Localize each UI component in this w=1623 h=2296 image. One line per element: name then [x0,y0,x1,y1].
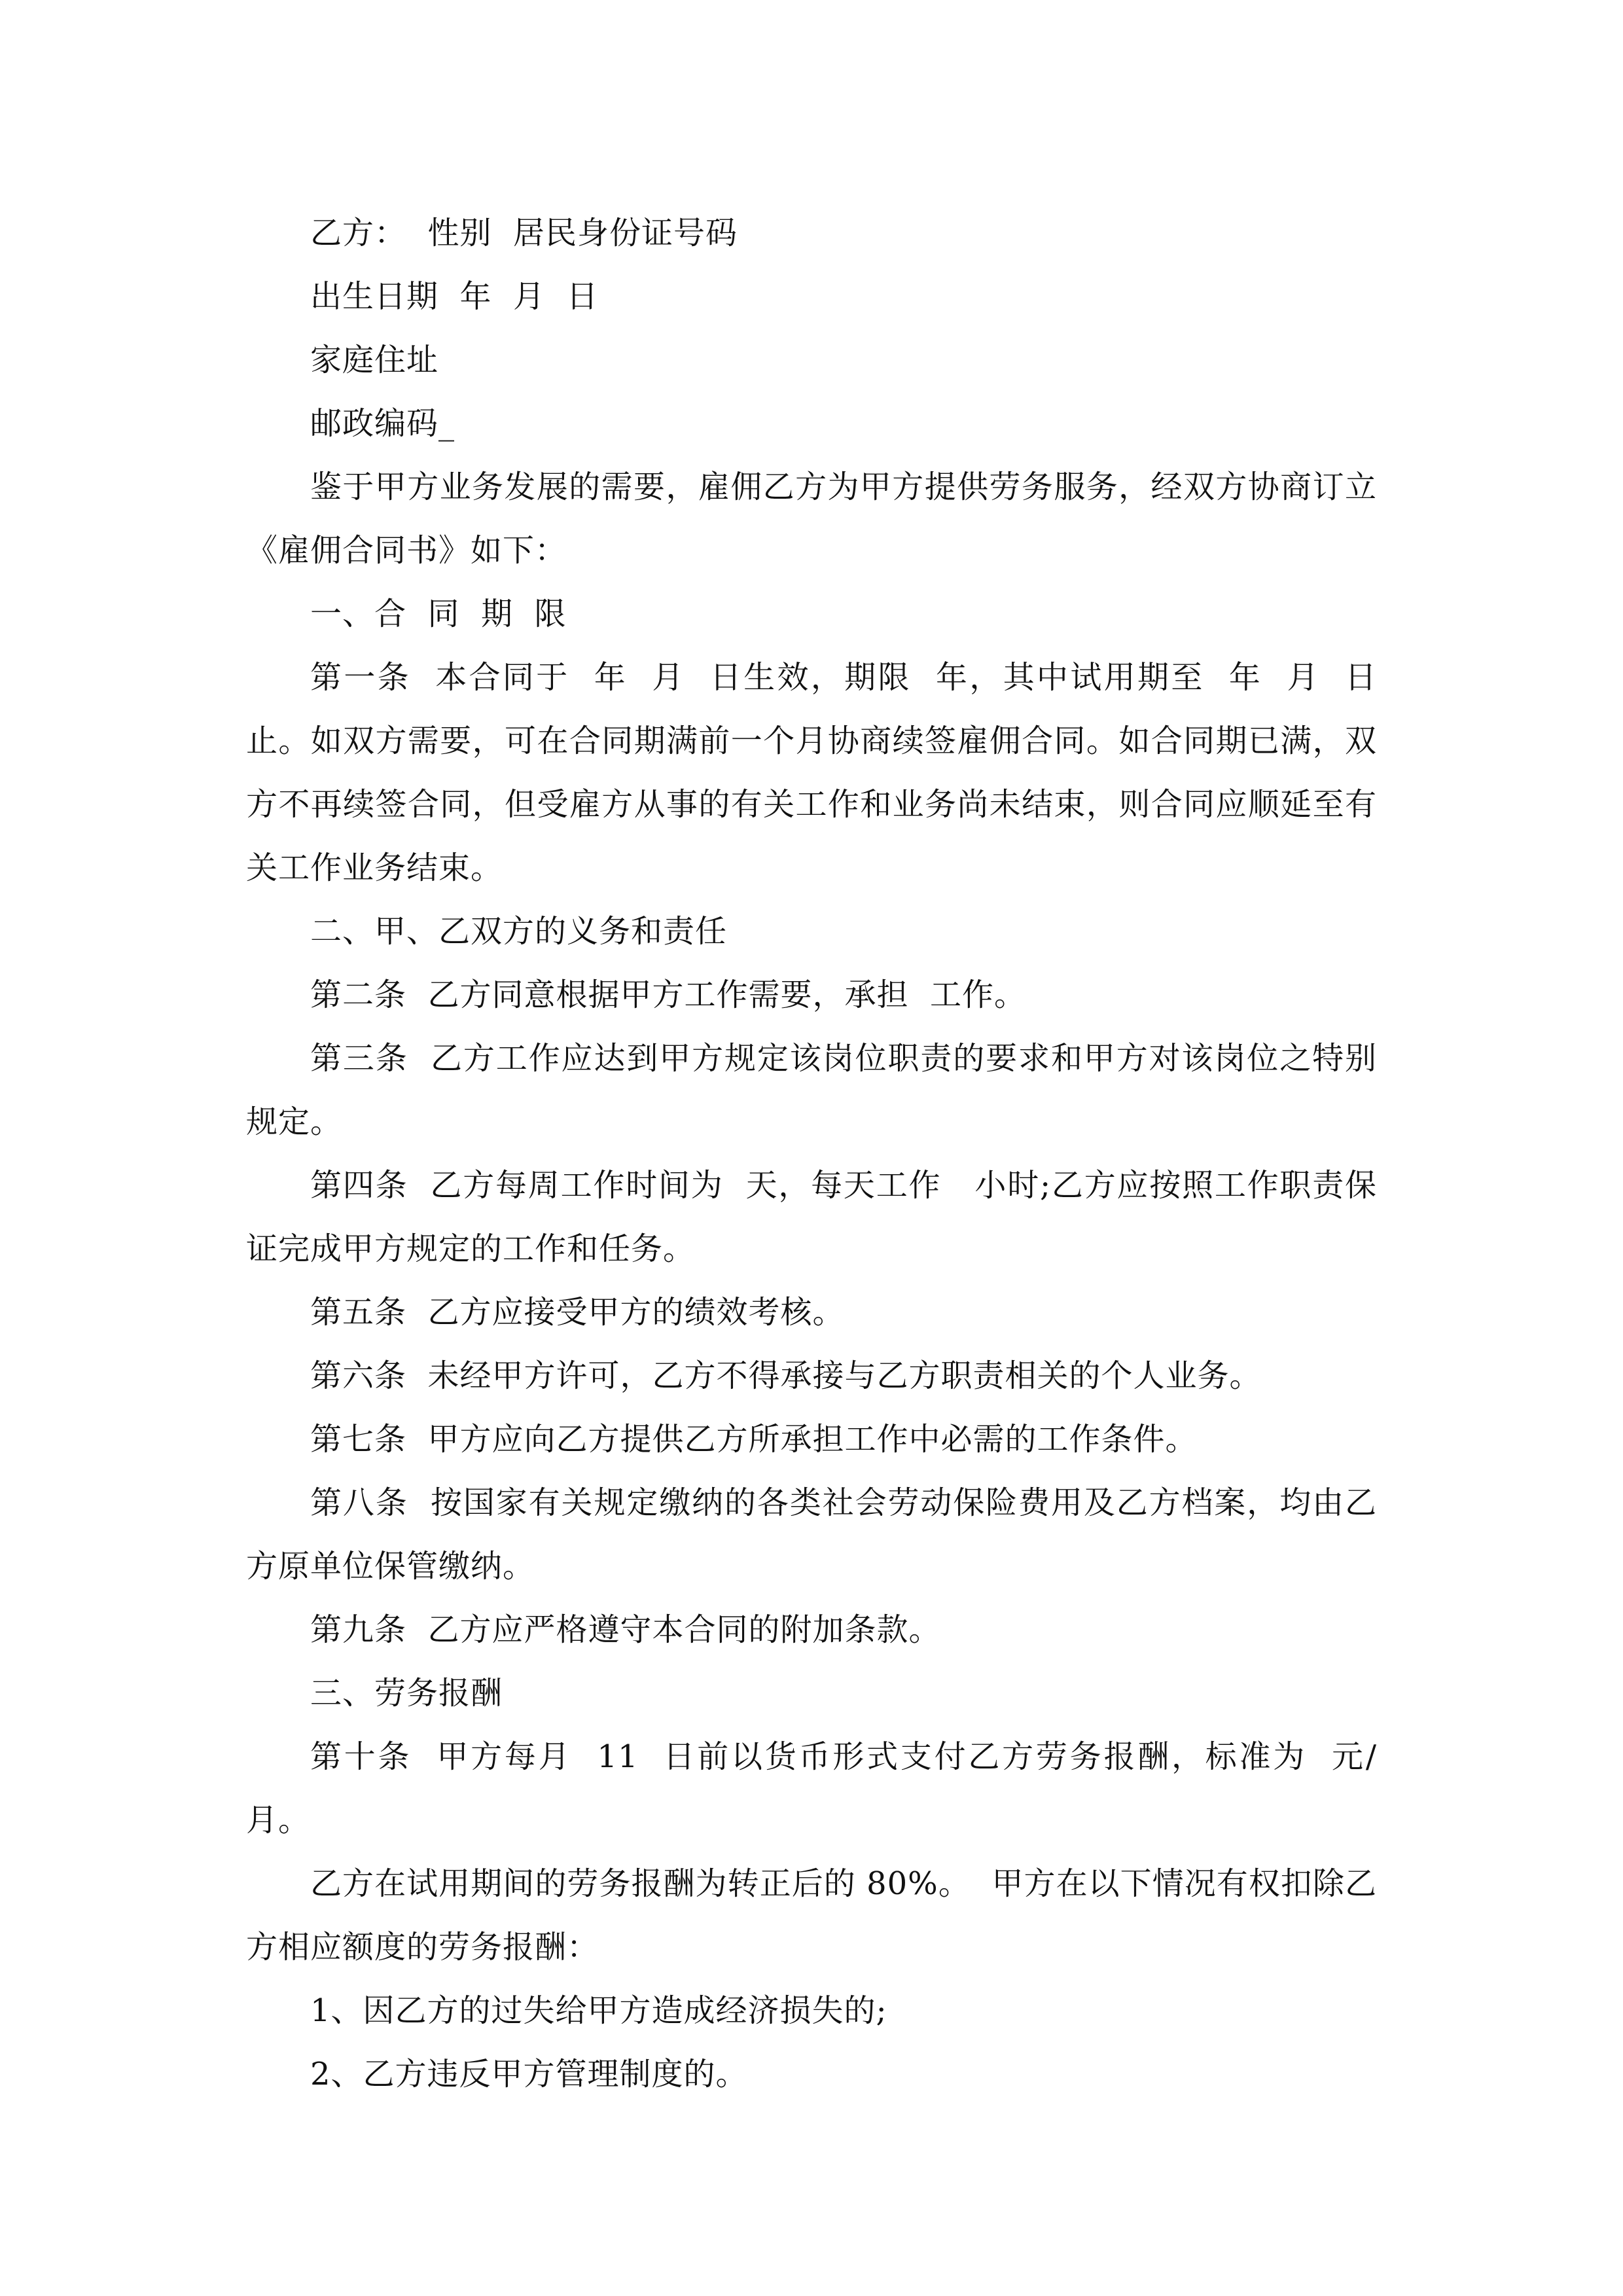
postal-code-line: 邮政编码_ [310,405,455,442]
section-heading-remuneration: 三、劳务报酬 [310,1675,503,1712]
deduction-item-2: 2、乙方违反甲方管理制度的。 [310,2056,748,2092]
article-7-paragraph: 第七条 甲方应向乙方提供乙方所承担工作中必需的工作条件。 [310,1421,1198,1458]
article-6-paragraph: 第六条 未经甲方许可，乙方不得承接与乙方职责相关的个人业务。 [310,1357,1262,1394]
preamble-paragraph: 鉴于甲方业务发展的需要，雇佣乙方为甲方提供劳务服务，经双方协商订立《雇佣合同书》如下： [246,469,1377,569]
party-b-line: 乙方： 性别 居民身份证号码 [310,215,738,251]
article-5-paragraph: 第五条 乙方应接受甲方的绩效考核。 [310,1294,845,1331]
article-2-paragraph: 第二条 乙方同意根据甲方工作需要，承担 工作。 [310,977,1027,1013]
section-heading-term: 一、合 同 期 限 [310,596,567,632]
birth-date-line: 出生日期 年 月 日 [310,278,599,315]
home-address-line: 家庭住址 [310,342,439,378]
probation-pay-paragraph: 乙方在试用期间的劳务报酬为转正后的 80%。 甲方在以下情况有权扣除乙方相应额度的劳务报酬： [246,1865,1377,1965]
article-10-paragraph: 第十条 甲方每月 11 日前以货币形式支付乙方劳务报酬，标准为 元/月。 [246,1738,1377,1839]
deduction-item-1: 1、因乙方的过失给甲方造成经济损失的; [310,1992,887,2029]
article-4-paragraph: 第四条 乙方每周工作时间为 天，每天工作 小时;乙方应按照工作职责保证完成甲方规定的工作和任务。 [246,1167,1377,1267]
document-body [246,202,1377,2106]
article-9-paragraph: 第九条 乙方应严格遵守本合同的附加条款。 [310,1611,941,1648]
article-8-paragraph: 第八条 按国家有关规定缴纳的各类社会劳动保险费用及乙方档案，均由乙方原单位保管缴纳。 [246,1484,1377,1585]
article-1-paragraph: 第一条 本合同于 年 月 日生效，期限 年，其中试用期至 年 月 日止。如双方需要，可在合同期满前一个月协商续签雇佣合同。如合同期已满，双方不再续签合同，但受雇方从事的有关工作和业务尚未结束，则合同应顺延至有关工作业务结束。 [246,659,1377,886]
article-3-paragraph: 第三条 乙方工作应达到甲方规定该岗位职责的要求和甲方对该岗位之特别规定。 [246,1040,1377,1140]
section-heading-obligations: 二、甲、乙双方的义务和责任 [310,913,728,950]
